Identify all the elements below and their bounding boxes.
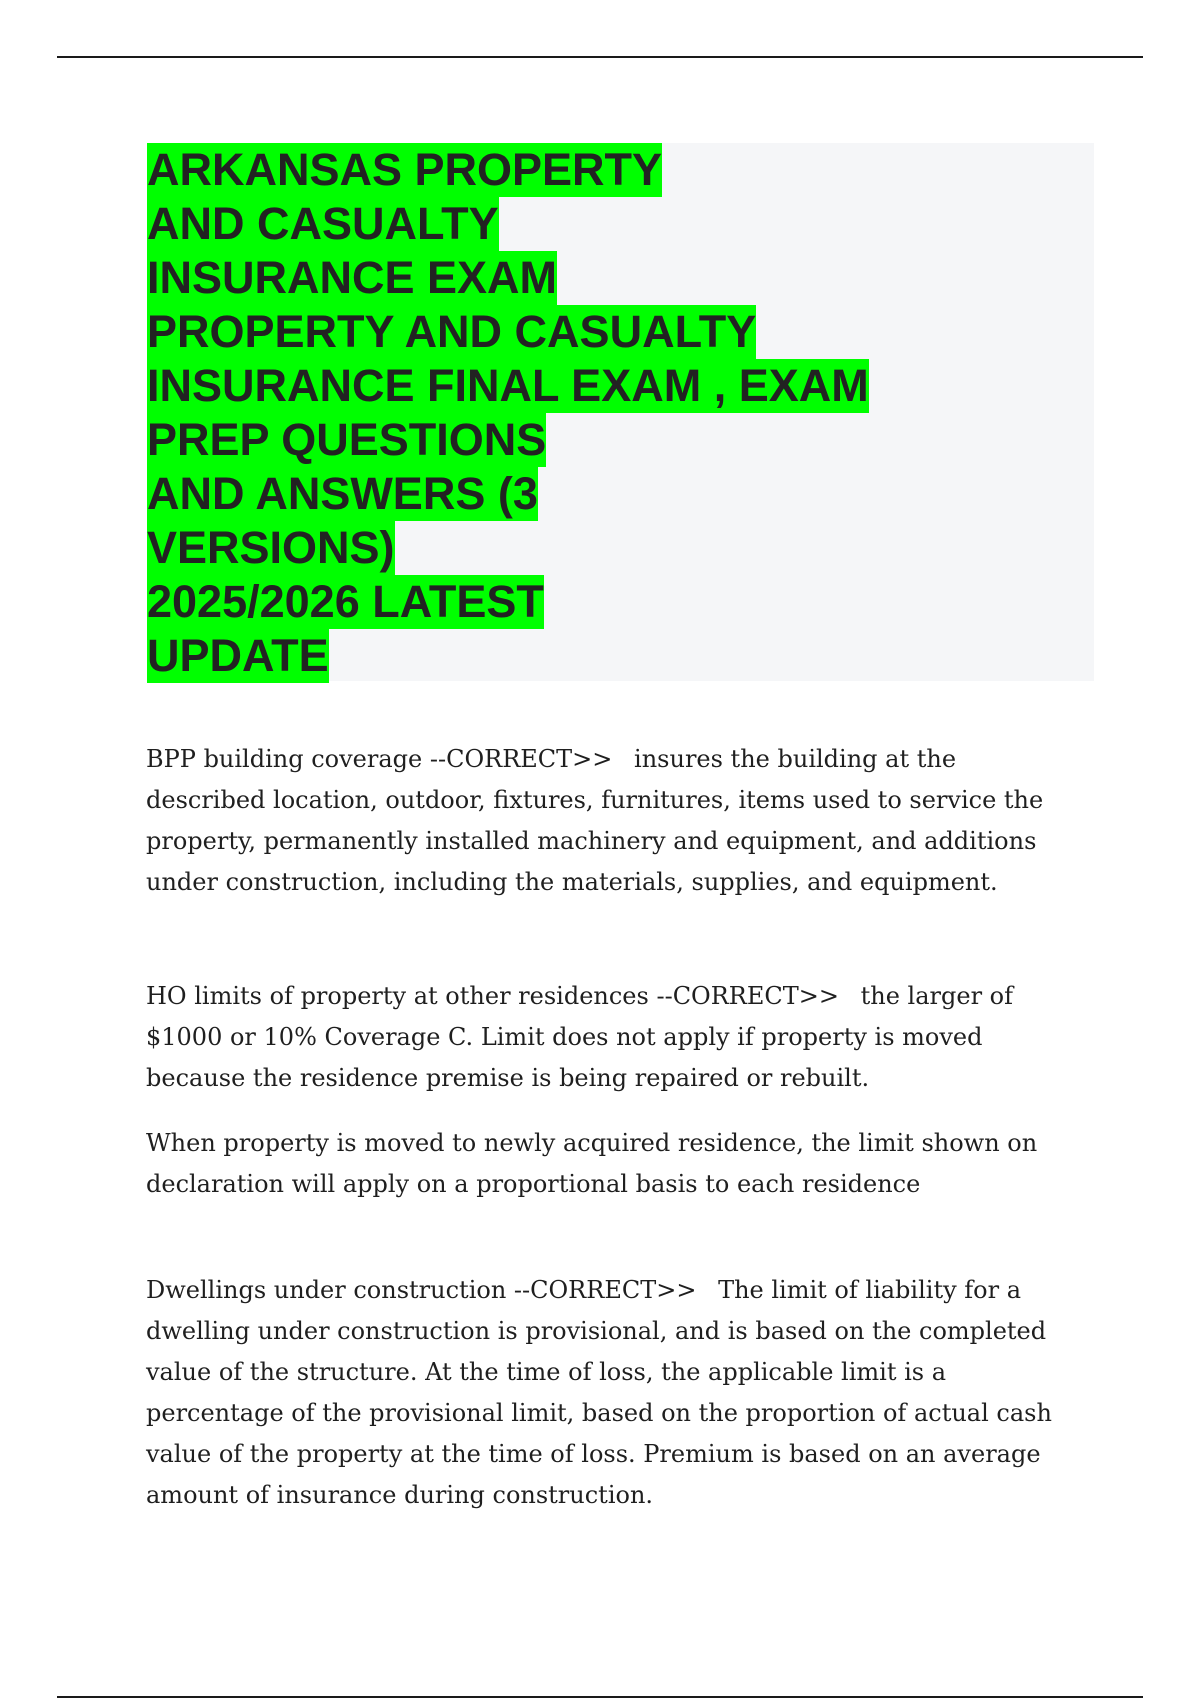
question-term: HO limits of property at other residences	[146, 982, 649, 1010]
title-line: INSURANCE FINAL EXAM , EXAM	[147, 360, 869, 411]
qa-paragraph	[146, 1270, 1076, 1516]
qa-entry	[146, 1270, 1076, 1516]
qa-entry	[146, 976, 1076, 1099]
question-term: BPP building coverage	[146, 745, 423, 773]
qa-continuation	[146, 1123, 1076, 1205]
title-line: AND CASUALTY	[147, 198, 499, 249]
title-line: VERSIONS)	[147, 522, 395, 573]
bottom-rule	[57, 1696, 1143, 1698]
title-line: INSURANCE EXAM	[147, 252, 558, 303]
title-line: AND ANSWERS (3	[147, 468, 538, 519]
answer-extra: When property is moved to newly acquired residence, the limit shown on declaration will apply on a proportional basis to each residence	[146, 1129, 1038, 1198]
qa-entry	[146, 739, 1076, 903]
answer-text: The limit of liability for a dwelling under construction is provisional, and is based on the completed value of the structure. At the time of loss, the applicable limit is a percentage of the provisional limit, based on the proportion of actual cash value of the property at the time of loss. Premium is based on an average amount of insurance during construction.	[146, 1276, 1052, 1509]
title-line: PREP QUESTIONS	[147, 414, 547, 465]
title-line: PROPERTY AND CASUALTY	[147, 306, 757, 357]
document-title	[147, 143, 869, 683]
correct-marker: --CORRECT>>	[513, 1276, 697, 1304]
title-line: ARKANSAS PROPERTY	[147, 144, 663, 195]
title-line: UPDATE	[147, 630, 329, 681]
qa-paragraph	[146, 739, 1076, 903]
top-rule	[57, 56, 1143, 58]
question-term: Dwellings under construction	[146, 1276, 507, 1304]
title-line: 2025/2026 LATEST	[147, 576, 544, 627]
correct-marker: --CORRECT>>	[429, 745, 613, 773]
answer-text: insures the building at the described location, outdoor, fixtures, furnitures, items used to service the property, permanently installed machinery and equipment, and additions under construction, including the materials, supplies, and equipment.	[146, 745, 1044, 896]
qa-paragraph	[146, 976, 1076, 1099]
answer-text: the larger of $1000 or 10% Coverage C. Limit does not apply if property is moved because the residence premise is being repaired or rebuilt.	[146, 982, 1014, 1092]
correct-marker: --CORRECT>>	[656, 982, 839, 1010]
